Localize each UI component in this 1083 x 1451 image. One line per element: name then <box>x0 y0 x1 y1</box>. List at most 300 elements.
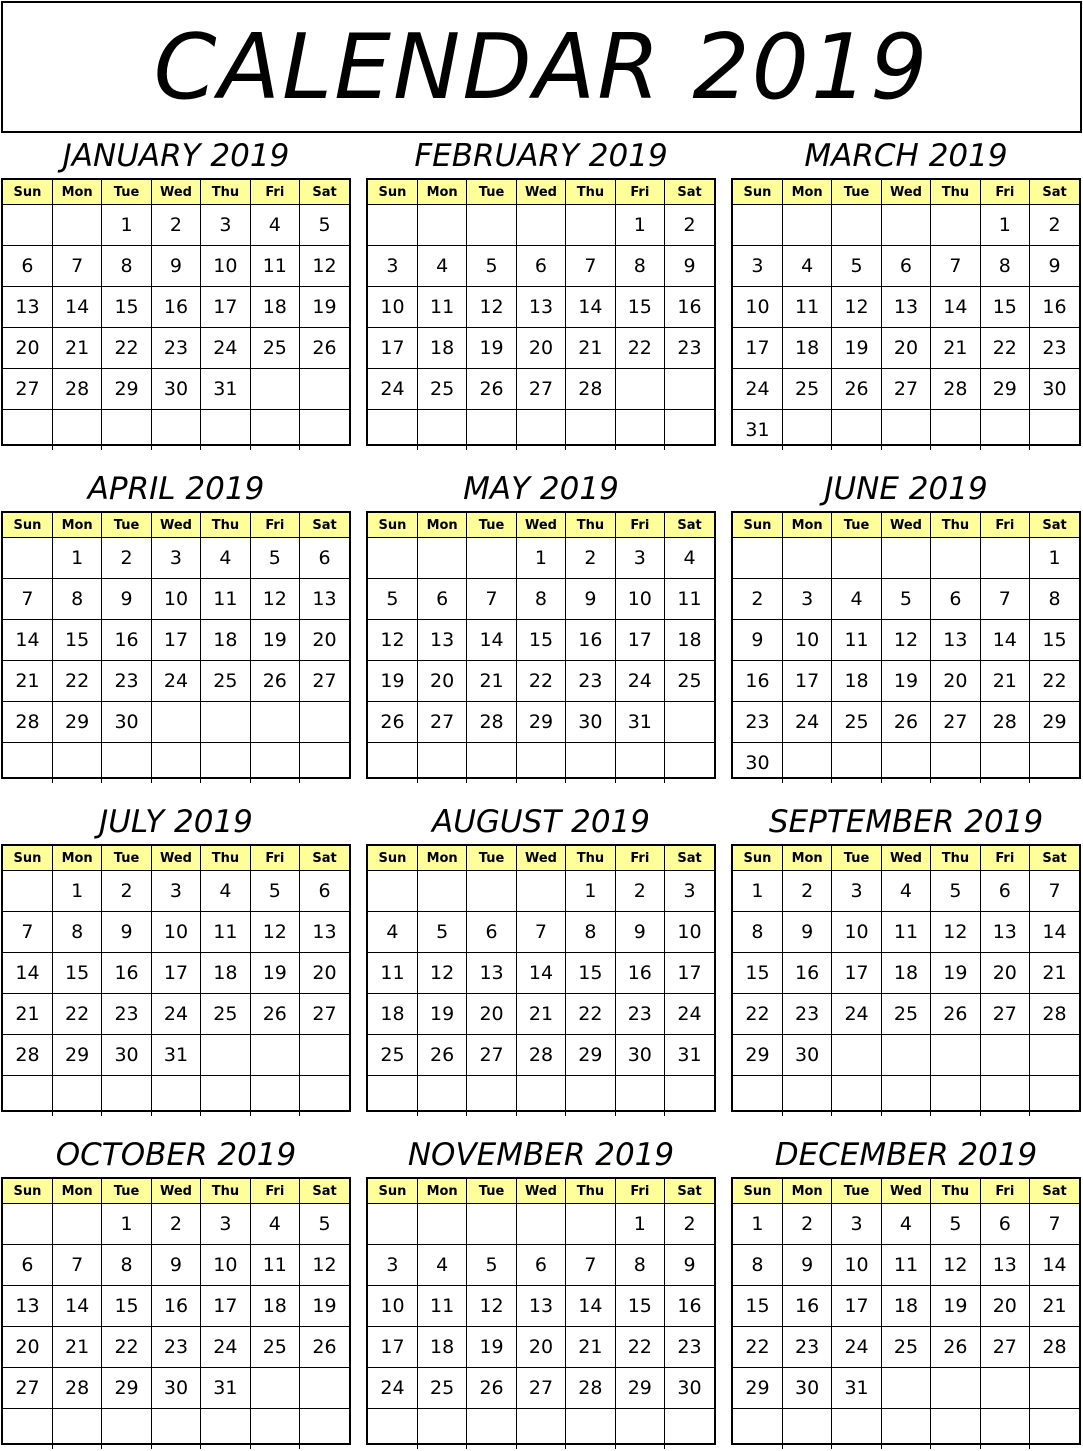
day-cell: 19 <box>931 1286 980 1327</box>
day-cell <box>300 702 349 743</box>
day-cell: 14 <box>566 1286 615 1327</box>
day-cell <box>417 410 466 451</box>
weekday-header-mon: Mon <box>417 513 466 538</box>
day-cell <box>832 538 881 579</box>
weekday-header-wed: Wed <box>881 1179 930 1204</box>
day-cell: 6 <box>980 871 1029 912</box>
day-cell: 12 <box>832 287 881 328</box>
day-cell: 11 <box>201 579 250 620</box>
day-cell: 12 <box>467 1286 516 1327</box>
day-cell: 27 <box>980 994 1029 1035</box>
day-cell <box>566 410 615 451</box>
day-cell: 1 <box>52 871 101 912</box>
day-cell: 2 <box>665 205 714 246</box>
day-cell <box>665 702 714 743</box>
day-cell: 17 <box>665 953 714 994</box>
month-grid <box>1 1177 351 1445</box>
day-cell: 30 <box>102 702 151 743</box>
day-cell: 1 <box>102 1204 151 1245</box>
day-cell: 26 <box>931 994 980 1035</box>
day-cell: 31 <box>832 1368 881 1409</box>
day-cell: 7 <box>931 246 980 287</box>
day-cell: 23 <box>615 994 664 1035</box>
day-cell <box>300 1035 349 1076</box>
month-table <box>3 180 349 450</box>
day-cell: 7 <box>1030 871 1079 912</box>
day-cell: 27 <box>417 702 466 743</box>
day-cell <box>151 1076 200 1117</box>
weekday-header-fri: Fri <box>250 513 299 538</box>
day-cell: 6 <box>300 871 349 912</box>
day-cell: 27 <box>467 1035 516 1076</box>
weekday-header-row <box>733 846 1079 871</box>
day-cell: 18 <box>250 287 299 328</box>
day-cell: 26 <box>250 994 299 1035</box>
day-cell: 13 <box>516 1286 565 1327</box>
day-cell: 3 <box>832 871 881 912</box>
day-cell: 5 <box>250 538 299 579</box>
weekday-header-tue: Tue <box>102 180 151 205</box>
day-cell: 18 <box>417 328 466 369</box>
week-row <box>368 1245 714 1286</box>
day-cell: 21 <box>980 661 1029 702</box>
day-cell: 29 <box>52 1035 101 1076</box>
day-cell: 19 <box>417 994 466 1035</box>
day-cell: 14 <box>3 953 52 994</box>
weekday-header-mon: Mon <box>417 1179 466 1204</box>
day-cell: 1 <box>615 1204 664 1245</box>
month-table <box>3 846 349 1116</box>
day-cell: 16 <box>102 620 151 661</box>
weekday-header-wed: Wed <box>516 846 565 871</box>
day-cell: 21 <box>1030 953 1079 994</box>
day-cell: 13 <box>3 1286 52 1327</box>
weekday-header-fri: Fri <box>980 1179 1029 1204</box>
week-row <box>733 410 1079 451</box>
day-cell: 16 <box>665 1286 714 1327</box>
week-row <box>3 620 349 661</box>
day-cell: 30 <box>615 1035 664 1076</box>
day-cell: 10 <box>665 912 714 953</box>
day-cell: 7 <box>1030 1204 1079 1245</box>
weekday-header-thu: Thu <box>931 1179 980 1204</box>
day-cell <box>417 1204 466 1245</box>
day-cell: 18 <box>201 620 250 661</box>
weekday-header-wed: Wed <box>151 180 200 205</box>
week-row <box>3 912 349 953</box>
day-cell <box>516 1204 565 1245</box>
weekday-header-tue: Tue <box>832 513 881 538</box>
day-cell: 16 <box>151 1286 200 1327</box>
day-cell <box>300 743 349 784</box>
day-cell: 28 <box>52 1368 101 1409</box>
day-cell: 10 <box>832 1245 881 1286</box>
day-cell <box>368 538 417 579</box>
weekday-header-sun: Sun <box>368 1179 417 1204</box>
week-row <box>733 1368 1079 1409</box>
day-cell: 6 <box>3 246 52 287</box>
month-name: JUNE 2019 <box>824 471 988 507</box>
day-cell: 18 <box>832 661 881 702</box>
weekday-header-sat: Sat <box>300 1179 349 1204</box>
day-cell: 13 <box>417 620 466 661</box>
day-cell: 15 <box>615 287 664 328</box>
week-row <box>733 743 1079 784</box>
day-cell: 30 <box>102 1035 151 1076</box>
month-grid <box>366 1177 716 1445</box>
weekday-header-sun: Sun <box>368 846 417 871</box>
day-cell <box>516 1076 565 1117</box>
day-cell <box>832 743 881 784</box>
week-row <box>368 994 714 1035</box>
weekday-header-sun: Sun <box>368 513 417 538</box>
day-cell: 3 <box>368 246 417 287</box>
day-cell: 12 <box>250 912 299 953</box>
month-grid <box>1 178 351 446</box>
weekday-header-thu: Thu <box>931 513 980 538</box>
day-cell: 28 <box>1030 994 1079 1035</box>
week-row <box>733 912 1079 953</box>
day-cell: 31 <box>733 410 782 451</box>
day-cell <box>665 1409 714 1450</box>
day-cell: 19 <box>832 328 881 369</box>
day-cell: 12 <box>300 246 349 287</box>
day-cell: 14 <box>516 953 565 994</box>
day-cell <box>980 410 1029 451</box>
day-cell: 17 <box>832 953 881 994</box>
day-cell <box>467 1076 516 1117</box>
weekday-header-tue: Tue <box>102 1179 151 1204</box>
day-cell: 2 <box>615 871 664 912</box>
day-cell <box>931 410 980 451</box>
weekday-header-tue: Tue <box>467 1179 516 1204</box>
week-row <box>733 620 1079 661</box>
weekday-header-tue: Tue <box>102 513 151 538</box>
day-cell <box>300 369 349 410</box>
day-cell: 17 <box>201 287 250 328</box>
day-cell: 8 <box>733 912 782 953</box>
weekday-header-thu: Thu <box>931 180 980 205</box>
day-cell: 3 <box>733 246 782 287</box>
day-cell: 4 <box>782 246 831 287</box>
day-cell: 16 <box>665 287 714 328</box>
day-cell: 10 <box>832 912 881 953</box>
day-cell: 23 <box>566 661 615 702</box>
weekday-header-fri: Fri <box>250 1179 299 1204</box>
day-cell: 2 <box>782 871 831 912</box>
day-cell: 22 <box>516 661 565 702</box>
day-cell: 20 <box>3 328 52 369</box>
day-cell: 9 <box>1030 246 1079 287</box>
day-cell: 18 <box>881 953 930 994</box>
day-cell: 4 <box>417 246 466 287</box>
day-cell: 23 <box>782 1327 831 1368</box>
day-cell: 26 <box>467 369 516 410</box>
day-cell: 24 <box>832 1327 881 1368</box>
day-cell: 25 <box>417 369 466 410</box>
day-cell: 24 <box>615 661 664 702</box>
month-table <box>368 846 714 1116</box>
day-cell <box>467 205 516 246</box>
day-cell: 15 <box>733 1286 782 1327</box>
day-cell: 11 <box>665 579 714 620</box>
weekday-header-wed: Wed <box>516 513 565 538</box>
day-cell: 12 <box>417 953 466 994</box>
day-cell: 25 <box>201 661 250 702</box>
day-cell: 27 <box>3 369 52 410</box>
day-cell: 8 <box>102 1245 151 1286</box>
day-cell <box>250 743 299 784</box>
month-name: JANUARY 2019 <box>62 138 290 174</box>
month-grid <box>731 178 1081 446</box>
day-cell: 29 <box>980 369 1029 410</box>
day-cell: 8 <box>52 912 101 953</box>
weekday-header-sat: Sat <box>300 513 349 538</box>
day-cell: 20 <box>417 661 466 702</box>
day-cell: 28 <box>3 1035 52 1076</box>
day-cell <box>615 1409 664 1450</box>
day-cell <box>832 1035 881 1076</box>
day-cell: 26 <box>300 1327 349 1368</box>
day-cell: 5 <box>300 1204 349 1245</box>
day-cell: 17 <box>782 661 831 702</box>
day-cell: 4 <box>665 538 714 579</box>
day-cell: 12 <box>250 579 299 620</box>
day-cell: 17 <box>733 328 782 369</box>
day-cell <box>980 538 1029 579</box>
day-cell: 9 <box>102 912 151 953</box>
day-cell: 6 <box>300 538 349 579</box>
weekday-header-fri: Fri <box>615 1179 664 1204</box>
day-cell: 21 <box>52 1327 101 1368</box>
day-cell: 11 <box>782 287 831 328</box>
day-cell: 28 <box>931 369 980 410</box>
day-cell: 10 <box>151 579 200 620</box>
day-cell: 20 <box>980 953 1029 994</box>
week-row <box>368 328 714 369</box>
day-cell: 24 <box>733 369 782 410</box>
day-cell <box>201 1409 250 1450</box>
day-cell <box>52 1204 101 1245</box>
day-cell: 10 <box>615 579 664 620</box>
day-cell: 19 <box>467 1327 516 1368</box>
month-grid <box>366 844 716 1112</box>
day-cell <box>516 1409 565 1450</box>
day-cell: 18 <box>881 1286 930 1327</box>
day-cell: 15 <box>52 953 101 994</box>
day-cell: 13 <box>300 579 349 620</box>
day-cell: 23 <box>102 661 151 702</box>
month-name: AUGUST 2019 <box>432 804 650 840</box>
day-cell <box>1030 1409 1079 1450</box>
day-cell: 22 <box>102 1327 151 1368</box>
day-cell: 27 <box>516 1368 565 1409</box>
month-grid <box>731 844 1081 1112</box>
day-cell: 24 <box>151 994 200 1035</box>
weekday-header-wed: Wed <box>881 846 930 871</box>
day-cell: 31 <box>201 1368 250 1409</box>
week-row <box>733 1076 1079 1117</box>
day-cell: 4 <box>881 871 930 912</box>
day-cell: 9 <box>665 246 714 287</box>
day-cell: 19 <box>250 953 299 994</box>
day-cell <box>3 205 52 246</box>
week-row <box>368 871 714 912</box>
day-cell: 22 <box>102 328 151 369</box>
week-row <box>368 953 714 994</box>
day-cell: 3 <box>151 538 200 579</box>
weekday-header-sun: Sun <box>3 1179 52 1204</box>
day-cell: 2 <box>102 871 151 912</box>
month-grid <box>366 511 716 779</box>
week-row <box>733 538 1079 579</box>
day-cell: 1 <box>733 871 782 912</box>
day-cell: 7 <box>467 579 516 620</box>
day-cell: 23 <box>102 994 151 1035</box>
day-cell <box>1030 743 1079 784</box>
day-cell: 5 <box>368 579 417 620</box>
day-cell: 11 <box>368 953 417 994</box>
day-cell: 21 <box>52 328 101 369</box>
day-cell: 28 <box>1030 1327 1079 1368</box>
weekday-header-wed: Wed <box>151 846 200 871</box>
day-cell: 6 <box>516 1245 565 1286</box>
day-cell: 3 <box>832 1204 881 1245</box>
day-cell: 26 <box>368 702 417 743</box>
day-cell: 5 <box>300 205 349 246</box>
day-cell: 10 <box>201 1245 250 1286</box>
day-cell <box>566 743 615 784</box>
day-cell: 30 <box>665 1368 714 1409</box>
day-cell <box>368 743 417 784</box>
day-cell: 1 <box>52 538 101 579</box>
day-cell: 23 <box>665 1327 714 1368</box>
day-cell: 29 <box>733 1035 782 1076</box>
day-cell: 11 <box>250 1245 299 1286</box>
day-cell <box>881 1368 930 1409</box>
month-table <box>368 180 714 450</box>
day-cell <box>201 410 250 451</box>
week-row <box>368 702 714 743</box>
weekday-header-tue: Tue <box>467 846 516 871</box>
day-cell: 1 <box>1030 538 1079 579</box>
day-cell: 5 <box>881 579 930 620</box>
day-cell: 29 <box>733 1368 782 1409</box>
day-cell <box>665 369 714 410</box>
day-cell: 30 <box>782 1035 831 1076</box>
day-cell: 15 <box>980 287 1029 328</box>
day-cell: 5 <box>931 871 980 912</box>
week-row <box>733 994 1079 1035</box>
day-cell: 9 <box>665 1245 714 1286</box>
day-cell: 14 <box>980 620 1029 661</box>
day-cell: 11 <box>881 912 930 953</box>
day-cell: 6 <box>417 579 466 620</box>
day-cell <box>52 410 101 451</box>
day-cell <box>250 369 299 410</box>
day-cell: 18 <box>368 994 417 1035</box>
day-cell: 2 <box>665 1204 714 1245</box>
day-cell <box>52 1076 101 1117</box>
day-cell <box>467 871 516 912</box>
day-cell <box>102 1076 151 1117</box>
weekday-header-wed: Wed <box>881 180 930 205</box>
day-cell: 27 <box>931 702 980 743</box>
weekday-header-sat: Sat <box>300 180 349 205</box>
weekday-header-mon: Mon <box>782 513 831 538</box>
day-cell: 18 <box>250 1286 299 1327</box>
weekday-header-fri: Fri <box>980 513 1029 538</box>
week-row <box>733 1409 1079 1450</box>
weekday-header-thu: Thu <box>566 846 615 871</box>
month-grid <box>1 511 351 779</box>
day-cell <box>615 743 664 784</box>
day-cell: 4 <box>881 1204 930 1245</box>
day-cell <box>931 1076 980 1117</box>
month-table <box>368 513 714 783</box>
weekday-header-fri: Fri <box>980 180 1029 205</box>
day-cell: 24 <box>832 994 881 1035</box>
day-cell <box>566 1204 615 1245</box>
day-cell: 23 <box>665 328 714 369</box>
day-cell: 31 <box>151 1035 200 1076</box>
day-cell: 6 <box>881 246 930 287</box>
day-cell: 12 <box>931 1245 980 1286</box>
day-cell: 24 <box>368 1368 417 1409</box>
week-row <box>3 410 349 451</box>
day-cell: 31 <box>201 369 250 410</box>
day-cell <box>516 871 565 912</box>
weekday-header-sat: Sat <box>665 1179 714 1204</box>
day-cell: 21 <box>467 661 516 702</box>
weekday-header-sat: Sat <box>1030 1179 1079 1204</box>
day-cell: 16 <box>566 620 615 661</box>
day-cell: 10 <box>151 912 200 953</box>
day-cell <box>782 538 831 579</box>
week-row <box>368 369 714 410</box>
weekday-header-row <box>368 180 714 205</box>
day-cell: 1 <box>733 1204 782 1245</box>
weekday-header-row <box>733 1179 1079 1204</box>
day-cell <box>881 538 930 579</box>
day-cell: 12 <box>467 287 516 328</box>
day-cell: 5 <box>250 871 299 912</box>
day-cell: 15 <box>102 287 151 328</box>
week-row <box>3 538 349 579</box>
day-cell: 27 <box>3 1368 52 1409</box>
day-cell: 25 <box>250 1327 299 1368</box>
weekday-header-sat: Sat <box>1030 846 1079 871</box>
day-cell: 16 <box>782 953 831 994</box>
month-name: APRIL 2019 <box>87 471 265 507</box>
weekday-header-sun: Sun <box>733 1179 782 1204</box>
day-cell: 14 <box>467 620 516 661</box>
month-name: SEPTEMBER 2019 <box>768 804 1044 840</box>
day-cell: 11 <box>250 246 299 287</box>
day-cell <box>615 410 664 451</box>
day-cell: 1 <box>566 871 615 912</box>
day-cell: 25 <box>782 369 831 410</box>
day-cell: 1 <box>102 205 151 246</box>
day-cell <box>368 410 417 451</box>
day-cell: 12 <box>300 1245 349 1286</box>
day-cell: 22 <box>615 1327 664 1368</box>
day-cell: 8 <box>566 912 615 953</box>
day-cell: 19 <box>368 661 417 702</box>
weekday-header-sat: Sat <box>665 513 714 538</box>
day-cell <box>665 410 714 451</box>
weekday-header-fri: Fri <box>615 513 664 538</box>
